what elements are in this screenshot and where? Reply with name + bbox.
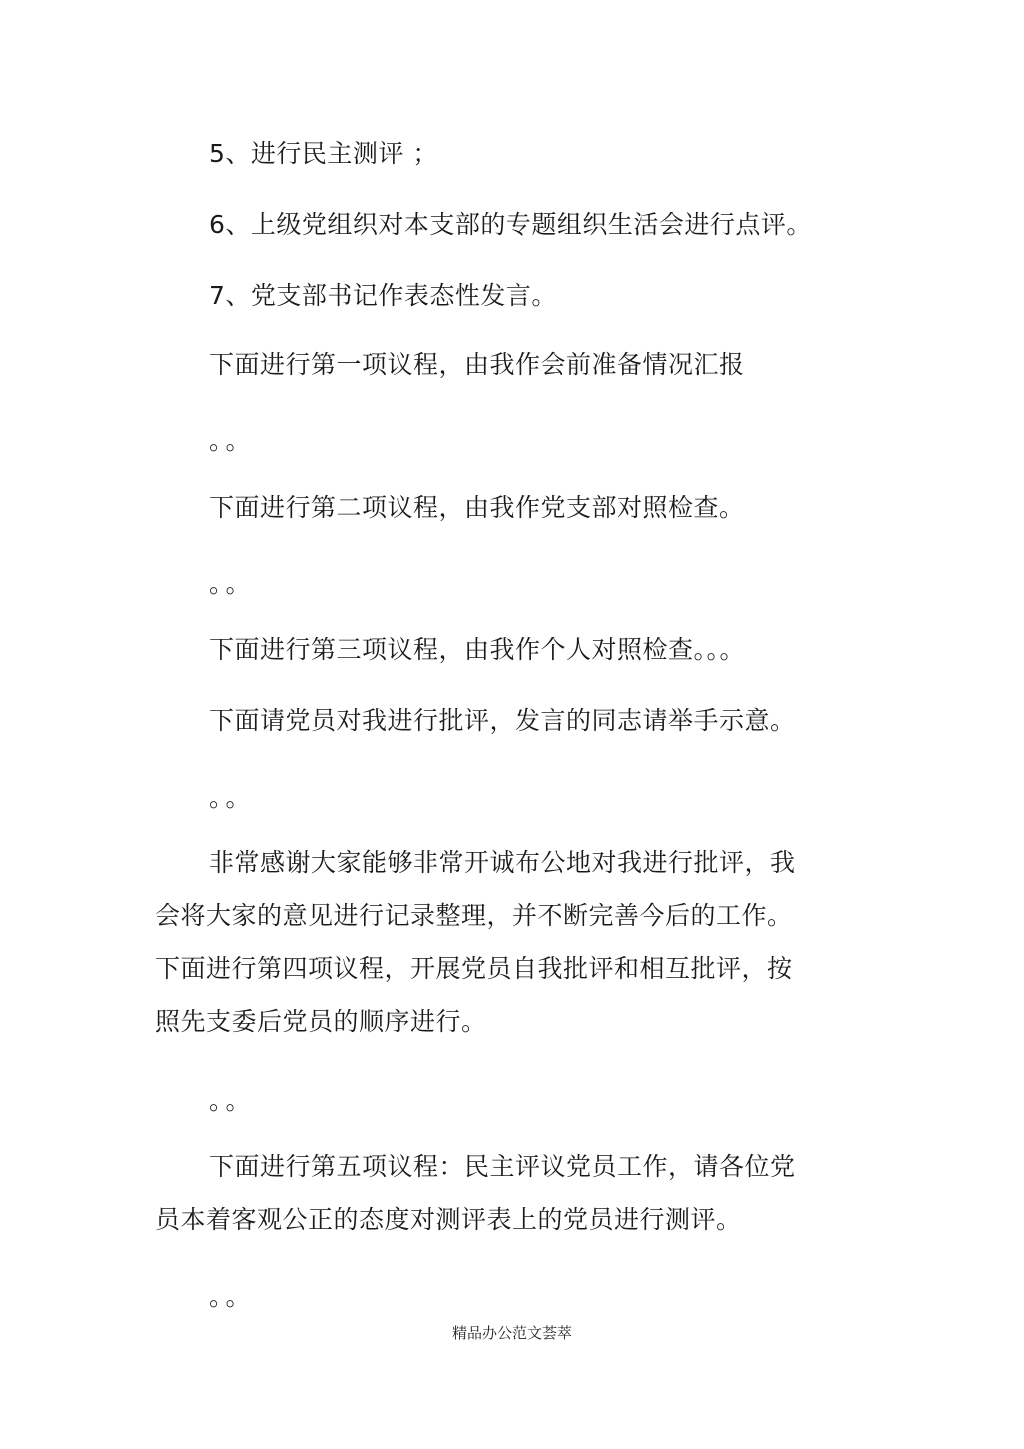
- agenda-step-5-text: 下面进行第五项议程：民主评议党员工作，请各位党员本着客观公正的态度对测评表上的党员进行测评。: [155, 1152, 796, 1234]
- thanks-paragraph-text: 非常感谢大家能够非常开诚布公地对我进行批评，我会将大家的意见进行记录整理，并不断完善今后的工作。下面进行第四项议程，开展党员自我批评和相互批评，按照先支委后党员的顺序进行。: [155, 848, 796, 1036]
- ellipsis-4: 。。: [209, 1086, 255, 1115]
- agenda-item-5: 5、进行民主测评 ；: [209, 139, 438, 168]
- agenda-step-2: 下面进行第二项议程，由我作党支部对照检查。: [209, 493, 745, 522]
- agenda-step-3: 下面进行第三项议程，由我作个人对照检查。。。: [209, 635, 746, 664]
- ellipsis-2: 。。: [209, 569, 255, 598]
- ellipsis-3: 。。: [209, 783, 255, 812]
- ellipsis-1: 。。: [209, 426, 255, 455]
- thanks-paragraph: [155, 836, 815, 1048]
- agenda-item-7: 7、党支部书记作表态性发言。: [209, 281, 557, 310]
- ellipsis-5: 。。: [209, 1282, 255, 1311]
- page-footer: 精品办公范文荟萃: [451, 1324, 572, 1342]
- agenda-item-6: 6、上级党组织对本支部的专题组织生活会进行点评。: [209, 210, 812, 239]
- criticism-request: 下面请党员对我进行批评，发言的同志请举手示意。: [209, 706, 796, 735]
- agenda-step-1: 下面进行第一项议程，由我作会前准备情况汇报: [209, 350, 745, 379]
- agenda-step-5-paragraph: [155, 1140, 815, 1246]
